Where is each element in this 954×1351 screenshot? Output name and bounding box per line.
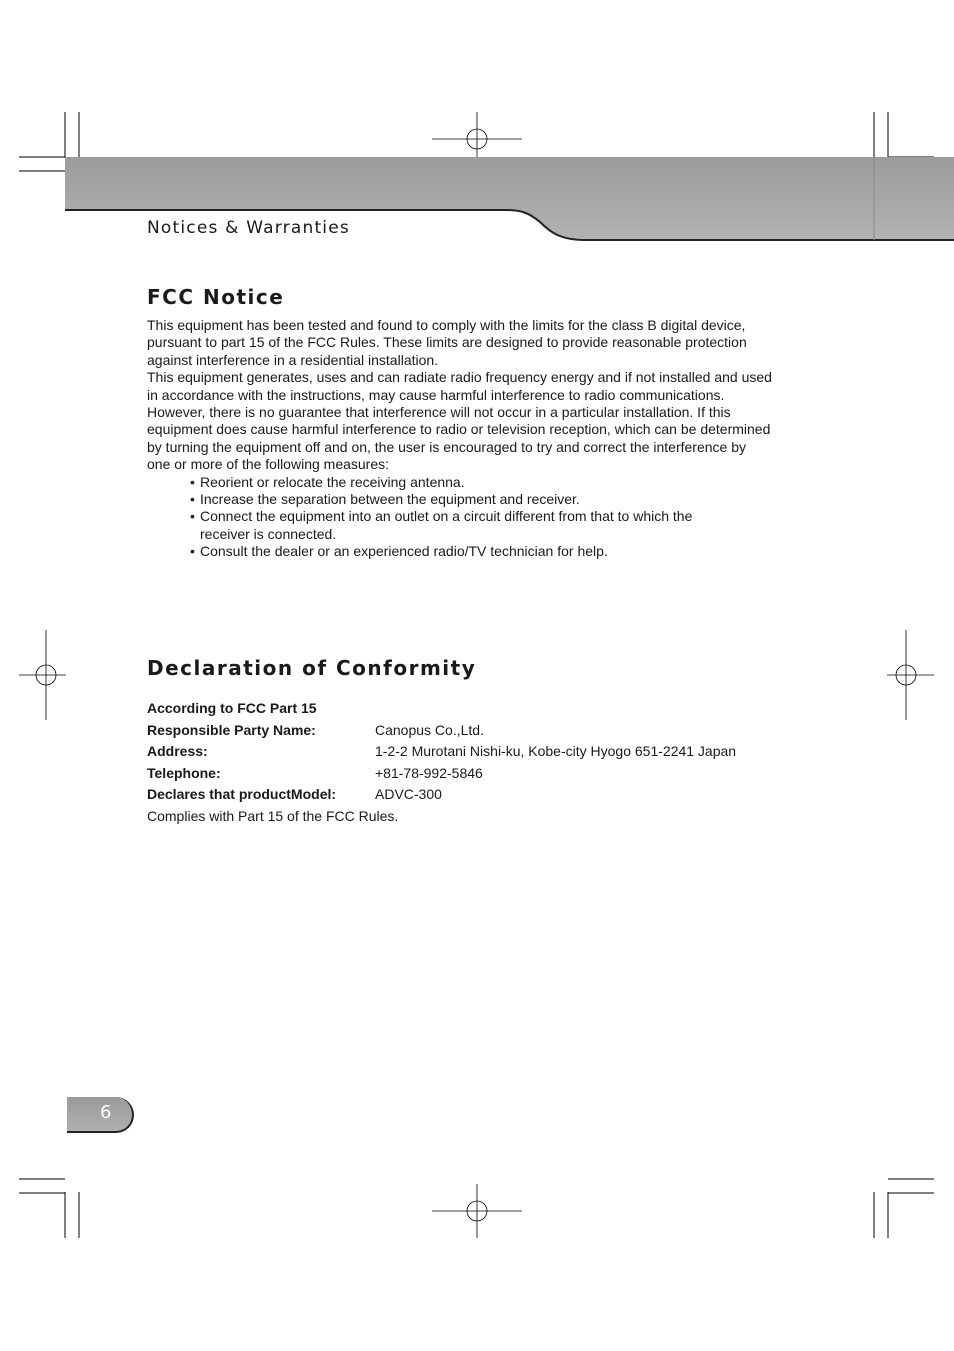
conformity-footer: Complies with Part 15 of the FCC Rules. (147, 807, 399, 824)
fcc-measures-list (147, 474, 772, 561)
conformity-heading: According to FCC Part 15 (147, 700, 317, 716)
row-label: Responsible Party Name: (147, 721, 316, 738)
fcc-notice-body (147, 317, 772, 561)
list-item: • Connect the equipment into an outlet on a circuit different from that to which the receiver is connected. (190, 508, 740, 543)
row-label: Address: (147, 743, 208, 760)
row-value: +81-78-992-5846 (375, 764, 483, 781)
conformity-title: Declaration of Conformity (147, 656, 477, 680)
fcc-paragraph: This equipment has been tested and found to comply with the limits for the class B digital device, pursuant to part 15 of the FCC Rules. These limits are designed to provide reasonable protection against interference in a residential installation. (147, 317, 747, 368)
table-row (147, 741, 787, 763)
row-label: Telephone: (147, 764, 221, 781)
fcc-notice-title: FCC Notice (147, 285, 285, 309)
list-item: • Reorient or relocate the receiving antenna. (190, 474, 772, 491)
table-row (147, 763, 787, 785)
conformity-footer-row (147, 806, 787, 828)
list-item: • Consult the dealer or an experienced radio/TV technician for help. (190, 543, 772, 560)
row-label: Declares that productModel: (147, 786, 337, 803)
table-row (147, 784, 787, 806)
row-value: 1-2-2 Murotani Nishi-ku, Kobe-city Hyogo 651-2241 Japan (375, 743, 737, 760)
table-row (147, 720, 787, 742)
header-title: Notices & Warranties (147, 218, 350, 238)
row-value: ADVC-300 (375, 786, 442, 803)
conformity-heading-row (147, 698, 787, 720)
header-band (0, 0, 954, 260)
list-item: • Increase the separation between the equipment and receiver. (190, 491, 772, 508)
page-number: 6 (100, 1102, 112, 1123)
row-value: Canopus Co.,Ltd. (375, 721, 484, 738)
fcc-paragraph: This equipment generates, uses and can radiate radio frequency energy and if not installed and used in accordance with the instructions, may cause harmful interference to radio communications. However, there is no guarantee that interference will not occur in a particular installation. If this equipment does cause harmful interference to radio or television reception, which can be determined by turning the equipment off and on, the user is encouraged to try and correct the interference by one or more of the following measures: (147, 369, 772, 473)
conformity-table (147, 698, 787, 828)
page-number-tab (67, 1097, 134, 1133)
